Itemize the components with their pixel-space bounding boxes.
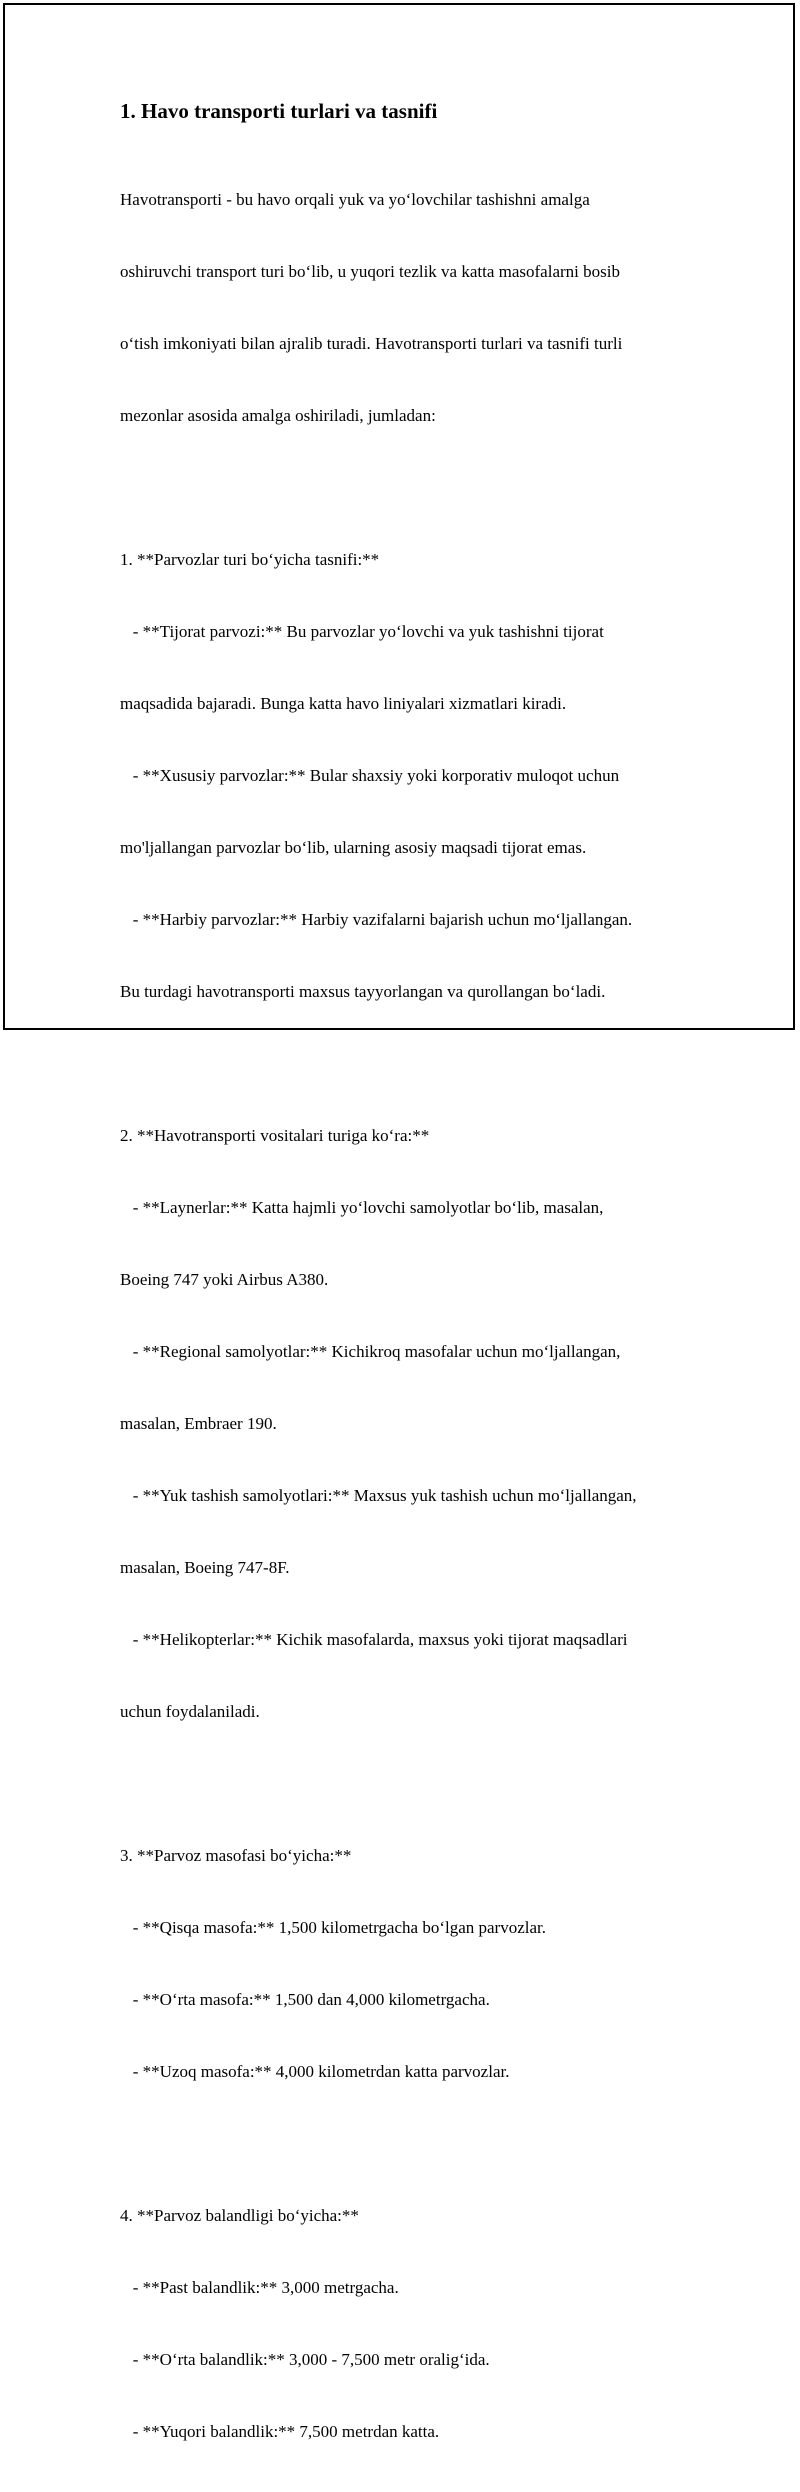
paragraph-gap [120, 2132, 700, 2156]
list-item: - **Uzoq masofa:** 4,000 kilometrdan katta parvozlar. [120, 2062, 510, 2081]
list-item: - **Regional samolyotlar:** Kichikroq masofalar uchun mo‘ljallangan, [120, 1342, 621, 1361]
list-item: - **Yuqori balandlik:** 7,500 metrdan katta. [120, 2422, 440, 2441]
document-page [3, 3, 795, 2441]
paragraph-gap [120, 476, 700, 500]
list-item: mo'ljallangan parvozlar bo‘lib, ularning asosiy maqsadi tijorat emas. [120, 838, 587, 857]
list-item: - **Past balandlik:** 3,000 metrgacha. [120, 2278, 399, 2297]
paragraph-gap [120, 1772, 700, 1796]
list-item: - **Yuk tashish samolyotlari:** Maxsus yuk tashish uchun mo‘ljallangan, [120, 1486, 637, 1505]
section-1 [120, 500, 700, 1052]
section-3 [120, 1796, 700, 2132]
section-heading: 1. **Parvozlar turi bo‘yicha tasnifi:** [120, 550, 380, 569]
document-body [120, 97, 700, 2492]
section-heading: 4. **Parvoz balandligi bo‘yicha:** [120, 2206, 359, 2225]
list-item: - **Laynerlar:** Katta hajmli yo‘lovchi samolyotlar bo‘lib, masalan, [120, 1198, 604, 1217]
list-item: - **Xususiy parvozlar:** Bular shaxsiy yoki korporativ muloqot uchun [120, 766, 620, 785]
list-item: maqsadida bajaradi. Bunga katta havo liniyalari xizmatlari kiradi. [120, 694, 567, 713]
intro-paragraph [120, 140, 700, 476]
section-4 [120, 2156, 700, 2492]
list-item: Bu turdagi havotransporti maxsus tayyorlangan va qurollangan bo‘ladi. [120, 982, 606, 1001]
section-2 [120, 1076, 700, 1772]
list-item: masalan, Embraer 190. [120, 1414, 277, 1433]
section-heading: 2. **Havotransporti vositalari turiga ko‘ra:** [120, 1126, 430, 1145]
list-item: - **Harbiy parvozlar:** Harbiy vazifalarni bajarish uchun mo‘ljallangan. [120, 910, 633, 929]
intro-line: Havotransporti - bu havo orqali yuk va yo‘lovchilar tashishni amalga [120, 190, 590, 209]
intro-line: mezonlar asosida amalga oshiriladi, jumladan: [120, 406, 436, 425]
list-item: uchun foydalaniladi. [120, 1702, 260, 1721]
intro-line: oshiruvchi transport turi bo‘lib, u yuqori tezlik va katta masofalarni bosib [120, 262, 620, 281]
list-item: - **Qisqa masofa:** 1,500 kilometrgacha bo‘lgan parvozlar. [120, 1918, 546, 1937]
list-item: - **O‘rta masofa:** 1,500 dan 4,000 kilometrgacha. [120, 1990, 490, 2009]
list-item: masalan, Boeing 747-8F. [120, 1558, 290, 1577]
section-heading: 3. **Parvoz masofasi bo‘yicha:** [120, 1846, 352, 1865]
list-item: - **O‘rta balandlik:** 3,000 - 7,500 metr oralig‘ida. [120, 2350, 490, 2369]
intro-line: o‘tish imkoniyati bilan ajralib turadi. Havotransporti turlari va tasnifi turli [120, 334, 623, 353]
list-item: Boeing 747 yoki Airbus A380. [120, 1270, 329, 1289]
list-item: - **Tijorat parvozi:** Bu parvozlar yo‘lovchi va yuk tashishni tijorat [120, 622, 604, 641]
list-item: - **Helikopterlar:** Kichik masofalarda, maxsus yoki tijorat maqsadlari [120, 1630, 628, 1649]
paragraph-gap [120, 1052, 700, 1076]
document-title: 1. Havo transporti turlari va tasnifi [120, 99, 438, 123]
